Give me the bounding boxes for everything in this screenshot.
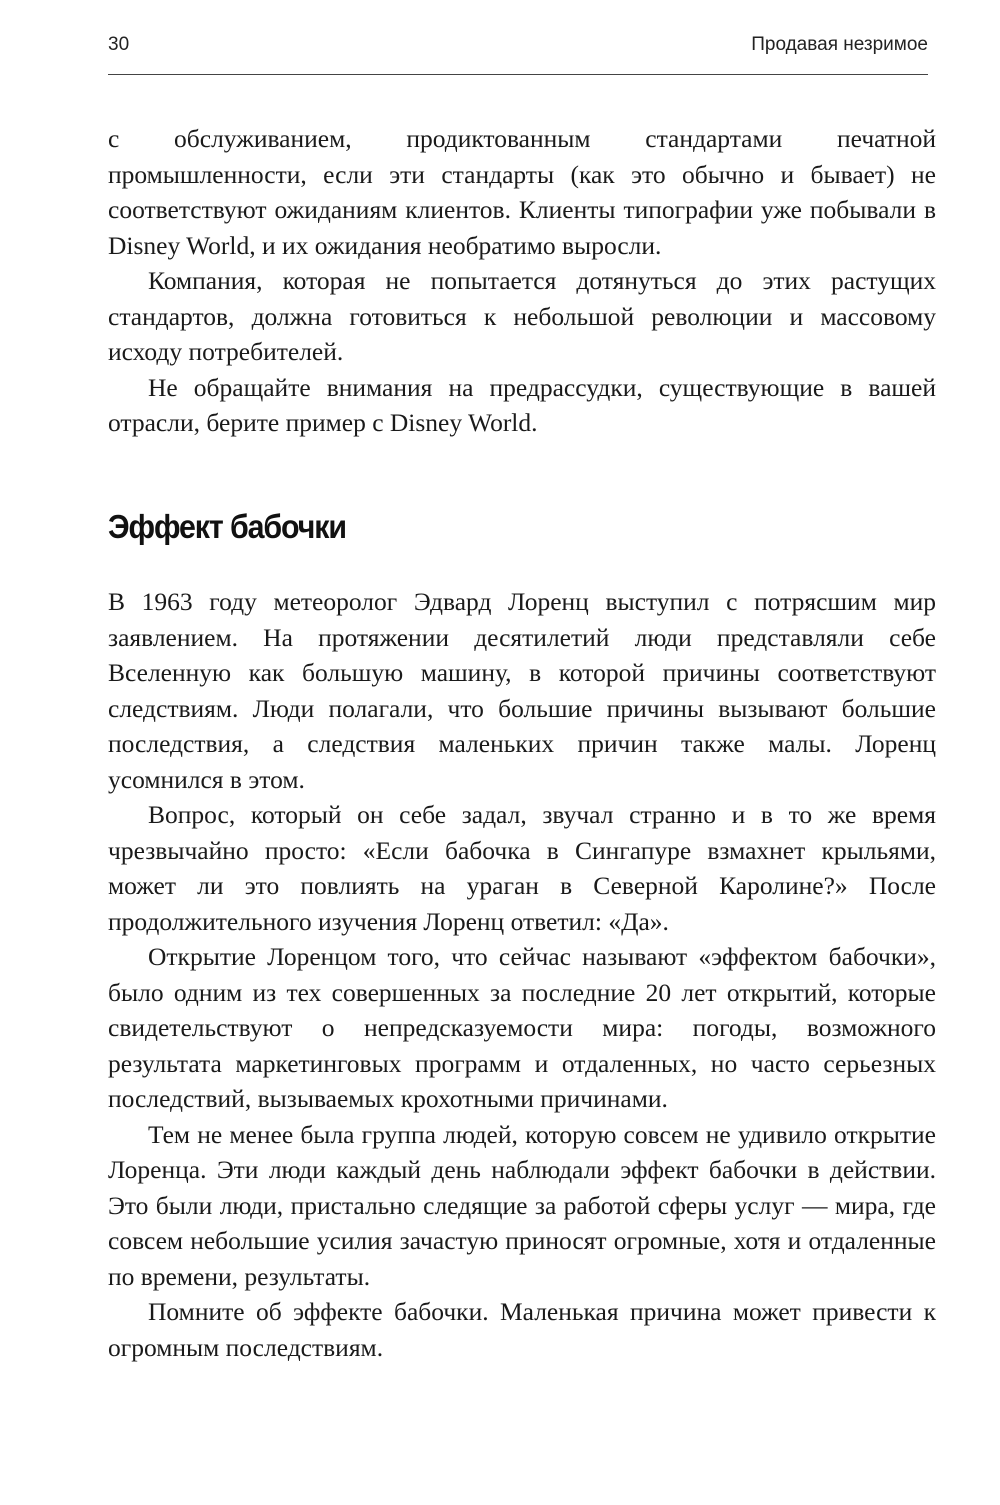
paragraph: Помните об эффекте бабочки. Маленькая причина может привести к огромным последствиям. <box>108 1297 936 1362</box>
page-number: 30 <box>108 34 130 55</box>
running-head <box>108 34 928 62</box>
header-divider <box>108 74 928 75</box>
paragraph: Вопрос, который он себе задал, звучал странно и в то же время чрезвычайно просто: «Если бабочка в Сингапуре взмахнет крыльями, может ли это повлиять на ураган в Северной Каролине?» После продолжительного изучения Лоренц ответил: «Да». <box>108 800 936 936</box>
paragraph: Не обращайте внимания на предрассудки, существующие в вашей отрасли, берите пример с Disney World. <box>108 372 936 437</box>
section-heading: Эффект бабочки <box>108 508 346 545</box>
paragraph: Открытие Лоренцом того, что сейчас называют «эффектом бабочки», было одним из тех совершенных за последние 20 лет открытий, которые свидетельствуют о непредсказуемости мира: погоды, возможного результата маркетинговых программ и отдаленных, но часто серьезных последствий, вызываемых крохотными причинами. <box>108 942 936 1113</box>
paragraph: Компания, которая не попытается дотянуться до этих растущих стандартов, должна готовиться к небольшой революции и массовому исходу потребителей. <box>108 266 936 366</box>
paragraph: с обслуживанием, продиктованным стандартами печатной промышленности, если эти стандарты (как это обычно и бывает) не соответствуют ожиданиям клиентов. Клиенты типографии уже побывали в Disney World, и их ожидания необратимо выросли. <box>108 124 936 260</box>
paragraph: В 1963 году метеоролог Эдвард Лоренц выступил с потрясшим мир заявлением. На протяжении десятилетий люди представляли себе Вселенную как большую машину, в которой причины соответствуют следствиям. Люди полагали, что большие причины вызывают большие последствия, а следствия маленьких причин также малы. Лоренц усомнился в этом. <box>108 587 936 794</box>
section-text <box>108 584 936 1365</box>
paragraph: Тем не менее была группа людей, которую совсем не удивило открытие Лоренца. Эти люди каждый день наблюдали эффект бабочки в действии. Это были люди, пристально следящие за работой сферы услуг — мира, где совсем небольшие усилия зачастую приносят огромные, хотя и отдаленные по времени, результаты. <box>108 1119 936 1291</box>
continued-text <box>108 121 936 441</box>
book-title: Продавая незримое <box>751 34 928 55</box>
